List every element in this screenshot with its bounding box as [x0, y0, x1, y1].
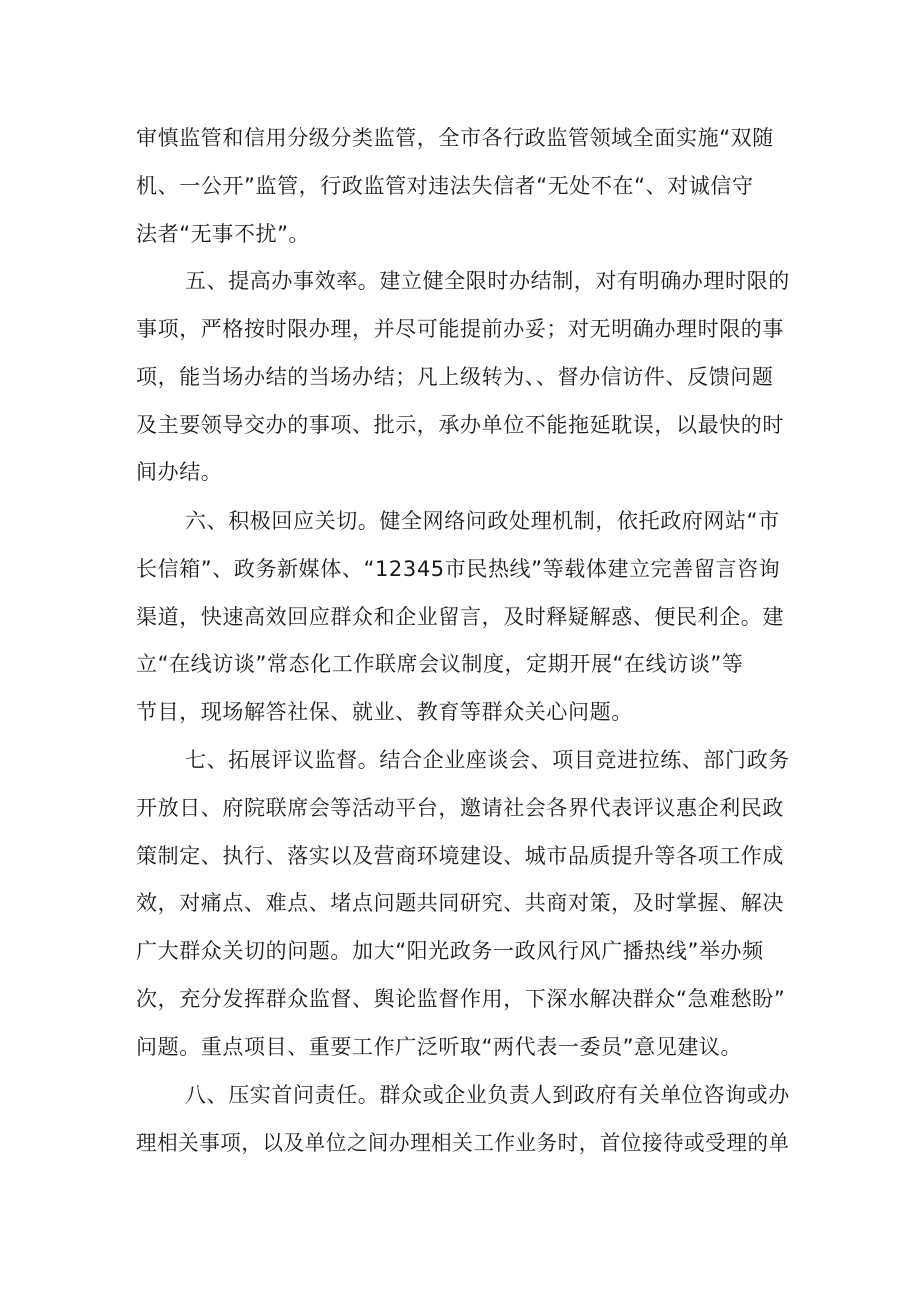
text-line: 机、一公开”监管，行政监管对违法失信者“无处不在“、对诚信守: [136, 174, 754, 198]
text-line: 事项，严格按时限办理，并尽可能提前办妥；对无明确办理时限的事: [136, 317, 784, 341]
text-line: 项，能当场办结的当场办结；凡上级转为、、督办信访件、反馈问题: [136, 365, 774, 389]
text-line: 广大群众关切的问题。加大“阳光政务一政风行风广播热线”举办频: [136, 939, 764, 963]
text-line: 法者“无事不扰”。: [136, 222, 311, 246]
text-line: 节目，现场解答社保、就业、教育等群众关心问题。: [136, 700, 633, 724]
text-line: 策制定、执行、落实以及营商环境建设、城市品质提升等各项工作成: [136, 844, 784, 868]
text-line: 长信箱”、政务新媒体、“12345市民热线”等载体建立完善留言咨询: [136, 557, 781, 581]
text-line: 效，对痛点、难点、堵点问题共同研究、共商对策，及时掌握、解决: [136, 891, 784, 915]
text-line: 间办结。: [136, 460, 223, 484]
text-line: 理相关事项，以及单位之间办理相关工作业务时，首位接待或受理的单: [136, 1131, 790, 1155]
text-line: 问题。重点项目、重要工作广泛听取“两代表一委员”意见建议。: [136, 1035, 743, 1059]
text-line: 开放日、府院联席会等活动平台，邀请社会各界代表评议惠企利民政: [136, 796, 784, 820]
text-line: 立“在线访谈”常态化工作联席会议制度，定期开展“在线访谈”等: [136, 652, 744, 676]
paragraph-8-start: 八、压实首问责任。群众或企业负责人到政府有关单位咨询或办: [185, 1083, 790, 1107]
paragraph-6-start: 六、积极回应关切。健全网络问政处理机制，依托政府网站“市: [185, 509, 780, 533]
paragraph-7-start: 七、拓展评议监督。结合企业座谈会、项目竞进拉练、部门政务: [185, 748, 790, 772]
text-line: 审慎监管和信用分级分类监管，全市各行政监管领域全面实施“双随: [136, 126, 774, 150]
text-line: 次，充分发挥群众监督、舆论监督作用，下深水解决群众“急难愁盼”: [136, 987, 786, 1011]
text-line: 及主要领导交办的事项、批示，承办单位不能拖延耽误，以最快的时: [136, 413, 784, 437]
paragraph-5-start: 五、提高办事效率。建立健全限时办结制，对有明确办理时限的: [185, 269, 790, 293]
text-line: 渠道，快速高效回应群众和企业留言，及时释疑解惑、便民利企。建: [136, 605, 784, 629]
